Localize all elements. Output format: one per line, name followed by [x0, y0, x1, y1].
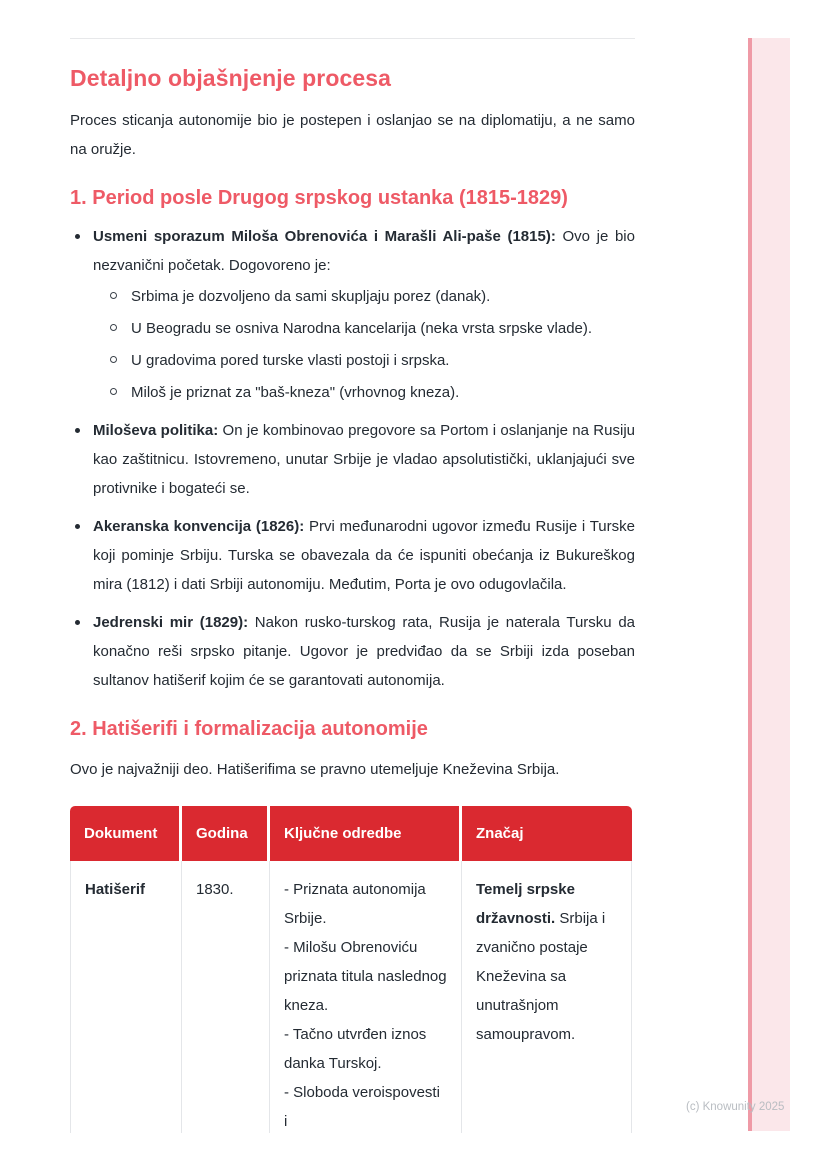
list-item-lead: Jedrenski mir (1829): [93, 614, 249, 631]
list-item [70, 416, 635, 503]
section-2-heading: 2. Hatišerifi i formalizacija autonomije [70, 718, 428, 740]
cell-godina: 1830. [182, 861, 270, 1133]
sub-list-item: Miloš je priznat za "baš-kneza" (vrhovnog kneza). [93, 378, 635, 407]
odredba-line: - Sloboda veroispovesti i [284, 1084, 440, 1130]
table-header-znacaj: Značaj [462, 806, 632, 861]
list-item-lead: Miloševa politika: [93, 422, 219, 439]
watermark: (c) Knowunity 2025 [686, 1101, 785, 1113]
cell-znacaj-text: Srbija i zvanično postaje Kneževina sa unutrašnjom samoupravom. [476, 910, 606, 1043]
odredba-line: - Priznata autonomija Srbije. [284, 881, 426, 927]
page-title: Detaljno objašnjenje procesa [70, 65, 392, 91]
sub-list-item: Srbima je dozvoljeno da sami skupljaju porez (danak). [93, 282, 635, 311]
table-header-kljucne-odredbe: Ključne odredbe [270, 806, 462, 861]
list-item-text: On je kombinovao pregovore sa Portom i oslanjanje na Rusiju kao zaštitnicu. Istovremeno, unutar Srbije je vladao apsolutistički, uklanjajući sve protivnike i bogateći se. [93, 422, 635, 497]
sub-list-item: U gradovima pored turske vlasti postoji i srpska. [93, 346, 635, 375]
top-divider [70, 38, 635, 39]
cell-dokument: Hatišerif [70, 861, 182, 1133]
list-item-text: Prvi međunarodni ugovor između Rusije i Turske koji pominje Srbiju. Turska se obavezala da će ispuniti obećanja iz Bukureškog mira (1812) i dati Srbiji autonomiju. Međutim, Porta je ovo odugovlačila. [93, 518, 635, 593]
list-item [70, 512, 635, 599]
sub-list [93, 282, 635, 407]
section-2-paragraph: Ovo je najvažniji deo. Hatišerifima se pravno utemeljuje Kneževina Srbija. [70, 761, 560, 778]
list-item [70, 222, 635, 407]
section-1-heading: 1. Period posle Drugog srpskog ustanka (1815-1829) [70, 187, 568, 209]
bullet-list [70, 222, 635, 695]
list-item-lead: Usmeni sporazum Miloša Obrenovića i Marašli Ali-paše (1815): [93, 228, 556, 245]
documents-table [70, 806, 632, 1133]
cell-znacaj-lead: Temelj srpske državnosti. [476, 881, 575, 927]
list-item [70, 608, 635, 695]
page-accent-stripe [748, 38, 790, 1131]
list-item-lead: Akeranska konvencija (1826): [93, 518, 305, 535]
list-item-text: Nakon rusko-turskog rata, Rusija je naterala Tursku da konačno reši srpsko pitanje. Ugovor je predviđao da se Srbiji izda poseban sultanov hatišerif kojim će se garantovati autonomija. [93, 614, 635, 689]
sub-list-item: U Beogradu se osniva Narodna kancelarija (neka vrsta srpske vlade). [93, 314, 635, 343]
table-row [70, 861, 632, 1133]
cell-odredbe [270, 861, 462, 1133]
odredba-line: - Milošu Obrenoviću priznata titula naslednog kneza. [284, 939, 447, 1014]
cell-znacaj [462, 861, 632, 1133]
list-item-text: Ovo je bio nezvanični početak. Dogovoreno je: [93, 228, 635, 274]
page-content [70, 0, 635, 1133]
intro-paragraph: Proces sticanja autonomije bio je postepen i oslanjao se na diplomatiju, a ne samo na oružje. [70, 112, 635, 158]
odredba-line: - Tačno utvrđen iznos danka Turskoj. [284, 1026, 427, 1072]
table-header-godina: Godina [182, 806, 270, 861]
table-header-dokument: Dokument [70, 806, 182, 861]
table-header-row [70, 806, 632, 861]
